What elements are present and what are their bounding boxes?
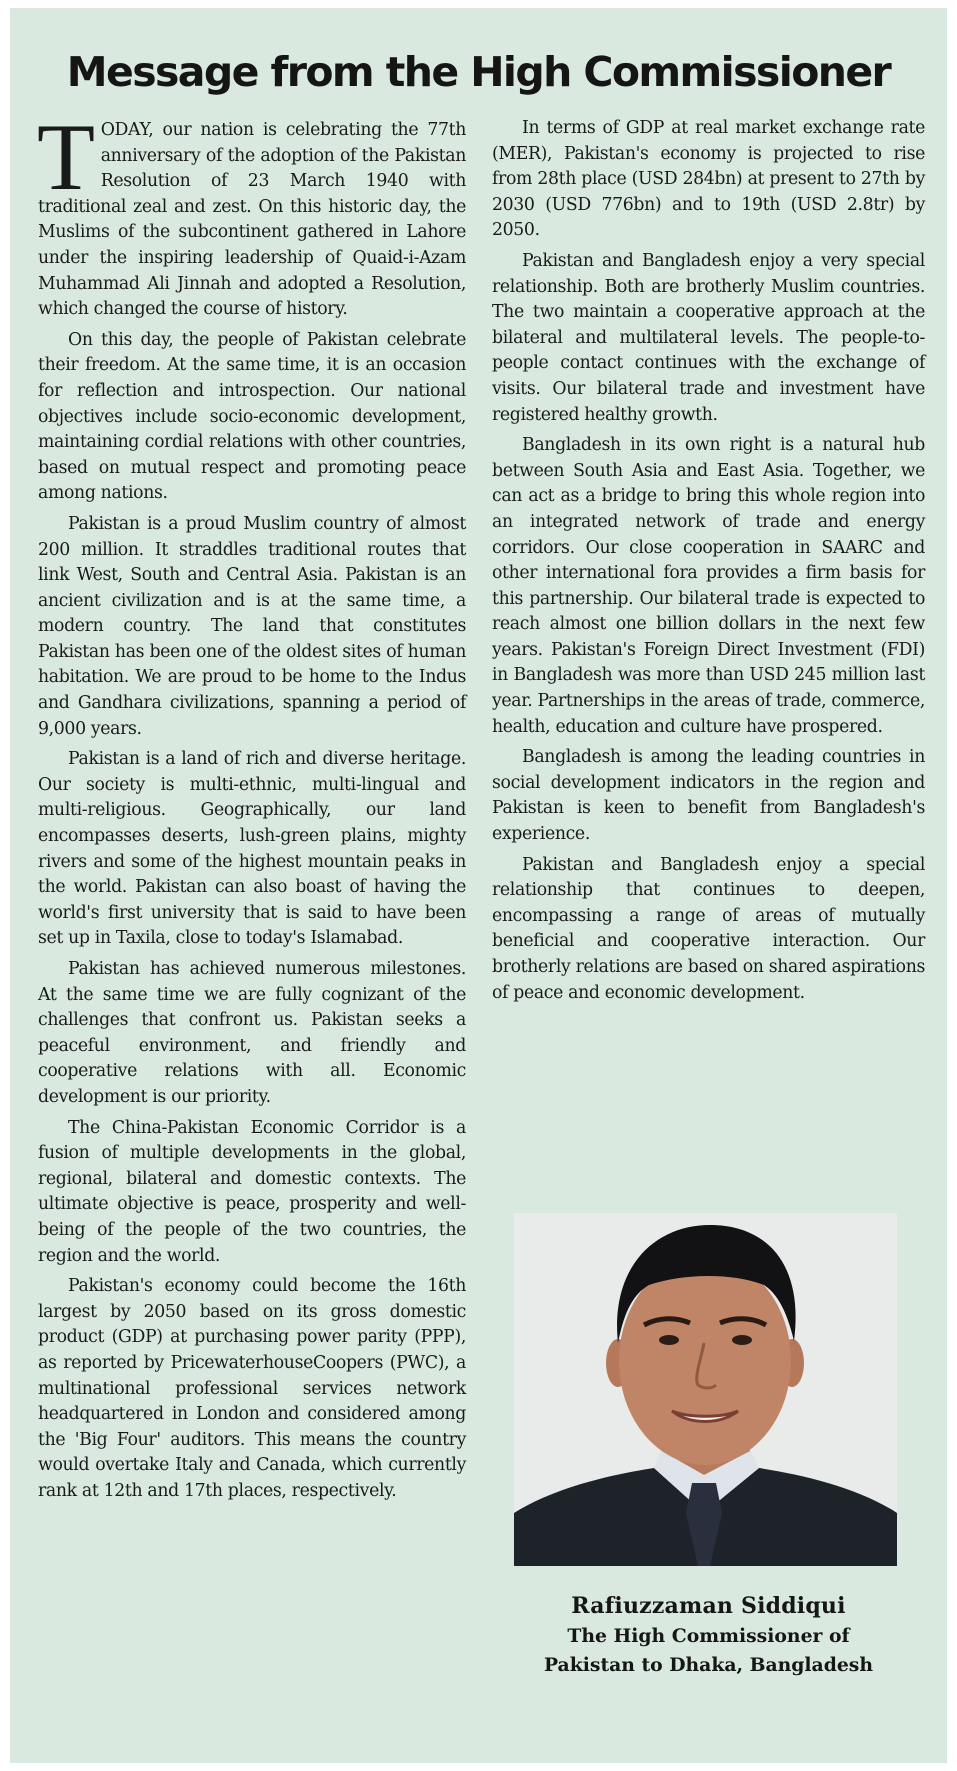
paragraph-12: Pakistan and Bangladesh enjoy a special relationship that continues to deepen, encompassing a range of areas of mutually beneficial and cooperative interaction. Our brotherly relations are based on shared aspirations of peace and economic development.: [492, 854, 925, 1003]
portrait-photo: [514, 1213, 897, 1566]
right-column: [492, 116, 925, 1011]
portrait-illustration: [514, 1213, 897, 1566]
author-title-line-1: The High Commissioner of: [567, 1625, 850, 1647]
paragraph-1-text: ODAY, our nation is celebrating the 77th anniversary of the adoption of the Pakistan Resolution of 23 March 1940 with traditional zeal and zest. On this historic day, the Muslims of the subcontinent gathered in Lahore under the inspiring leadership of Quaid-i-Azam Muhammad Ali Jinnah and adopted a Resolution, which changed the course of history.: [38, 120, 466, 320]
paragraph-2: On this day, the people of Pakistan celebrate their freedom. At the same time, it is an occasion for reflection and introspection. Our national objectives include socio-economic development, maintaining cordial relations with other countries, based on mutual respect and promoting peace among nations.: [38, 329, 466, 504]
left-column: [37, 104, 466, 1509]
paragraph-4: Pakistan is a land of rich and diverse heritage. Our society is multi-ethnic, multi-lingual and multi-religious. Geographically, our land encompasses deserts, lush-green plains, mighty rivers and some of the highest mountain peaks in the world. Pakistan can also boast of having the world's first university that is said to have been set up in Taxila, close to today's Islamabad.: [38, 749, 466, 949]
paragraph-5: Pakistan has achieved numerous milestones. At the same time we are fully cognizant of the challenges that confront us. Pakistan seeks a peaceful environment, and friendly and cooperative relations with all. Economic development is our priority.: [38, 959, 466, 1107]
headline: Message from the High Commissioner: [66, 48, 891, 96]
paragraph-11: Bangladesh is among the leading countries in social development indicators in the region and Pakistan is keen to benefit from Bangladesh's experience.: [492, 747, 925, 845]
paragraph-10: Bangladesh in its own right is a natural hub between South Asia and East Asia. Together, we can act as a bridge to bring this whole region into an integrated network of trade and energy corridors. Our close cooperation in SAARC and other international fora provides a firm basis for this partnership. Our bilateral trade is expected to reach almost one billion dollars in the next few years. Pakistan's Foreign Direct Investment (FDI) in Bangladesh was more than USD 245 million last year. Partnerships in the areas of trade, commerce, health, education and culture have prospered.: [492, 435, 925, 737]
paragraph-8: In terms of GDP at real market exchange rate (MER), Pakistan's economy is projected to rise from 28th place (USD 284bn) at present to 27th by 2030 (USD 776bn) and to 19th (USD 2.8tr) by 2050.: [492, 118, 925, 241]
paragraph-9: Pakistan and Bangladesh enjoy a very special relationship. Both are brotherly Muslim countries. The two maintain a cooperative approach at the bilateral and multilateral levels. The people-to-people contact continues with the exchange of visits. Our bilateral trade and investment have registered healthy growth.: [492, 250, 925, 425]
paragraph-7: Pakistan's economy could become the 16th largest by 2050 based on its gross domestic product (GDP) at purchasing power parity (PPP), as reported by PricewaterhouseCoopers (PWC), a multinational professional services network headquartered in London and considered among the 'Big Four' auditors. This means the country would overtake Italy and Canada, which currently rank at 12th and 17th places, respectively.: [38, 1276, 466, 1501]
author-name: Rafiuzzaman Siddiqui: [571, 1593, 846, 1619]
photo-caption: [492, 1590, 925, 1680]
paragraph-1: [37, 104, 466, 323]
author-title-line-2: Pakistan to Dhaka, Bangladesh: [543, 1654, 874, 1676]
drop-cap: T: [37, 104, 95, 210]
paragraph-6: The China-Pakistan Economic Corridor is a fusion of multiple developments in the global, regional, bilateral and domestic contexts. The ultimate objective is peace, prosperity and well-being of the people of the two countries, the region and the world.: [38, 1117, 466, 1266]
paragraph-3: Pakistan is a proud Muslim country of almost 200 million. It straddles traditional routes that link West, South and Central Asia. Pakistan is an ancient civilization and is at the same time, a modern country. The land that constitutes Pakistan has been one of the oldest sites of human habitation. We are proud to be home to the Indus and Gandhara civilizations, spanning a period of 9,000 years.: [38, 513, 466, 739]
newspaper-page: [10, 8, 947, 1763]
